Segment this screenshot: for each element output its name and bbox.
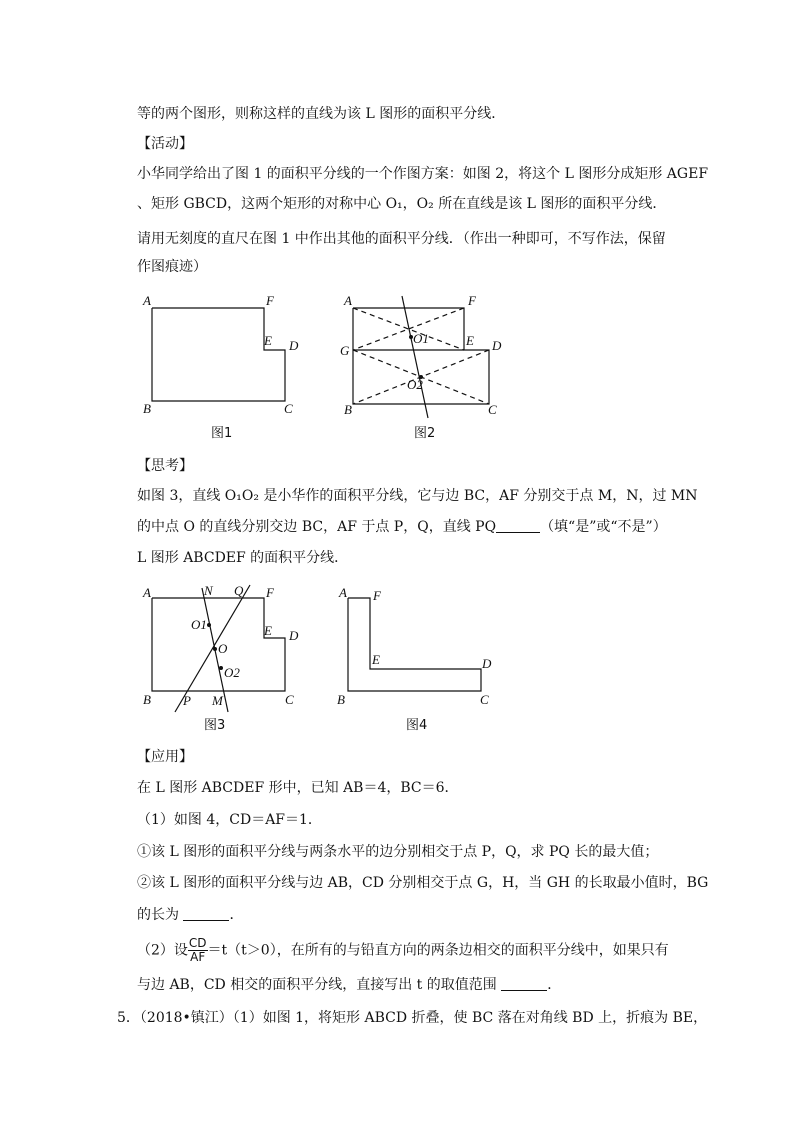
fig4-l-shape	[348, 598, 481, 691]
text-apply-6a: （2）设	[137, 942, 188, 959]
fig2-label-b: B	[344, 402, 352, 417]
fig3-label-o2: O2	[224, 665, 240, 680]
text-line-think-1: 如图 3，直线 O₁O₂ 是小华作的面积平分线，它与边 BC，AF 分别交于点 M，N，过 MN	[137, 488, 698, 504]
fig3-label-n: N	[204, 583, 213, 598]
fig4-label-d: D	[482, 656, 492, 671]
fig3-label-f: F	[266, 585, 274, 600]
fig3-label-m: M	[212, 693, 223, 708]
fig4-label-a: A	[339, 585, 347, 600]
fig4-label-f: F	[373, 588, 381, 603]
fig1-caption: 图1	[211, 426, 233, 441]
fig3-label-d: D	[289, 628, 299, 643]
text-apply-6b: ＝t（t＞0），在所有的与铅直方向的两条边相交的面积平分线中，如果只有	[207, 942, 669, 959]
fig1-label-d: D	[289, 338, 299, 353]
section-heading-apply: 【应用】	[137, 749, 193, 765]
text-line-activity-3: 请用无刻度的直尺在图 1 中作出其他的面积平分线．（作出一种即可，不写作法，保留	[137, 231, 666, 247]
fig2-label-g: G	[340, 343, 350, 358]
fig2-label-o2: O2	[407, 377, 423, 392]
fig2-bisector-line	[402, 296, 428, 418]
fig3-label-q: Q	[234, 583, 244, 598]
fig1-label-e: E	[264, 333, 272, 348]
fig2-label-e: E	[466, 333, 474, 348]
text-line-think-3: L 图形 ABCDEF 的面积平分线．	[137, 550, 349, 566]
fig1-label-f: F	[266, 293, 274, 308]
fig2-label-d: D	[492, 338, 502, 353]
fig1-label-c: C	[284, 401, 293, 416]
text-apply-7a: 与边 AB，CD 相交的面积平分线，直接写出 t 的取值范围	[137, 977, 497, 993]
fig4-label-c: C	[480, 692, 489, 707]
fig2-label-o1: O1	[413, 331, 429, 346]
fig2-caption: 图2	[414, 426, 436, 441]
fraction-denominator: AF	[190, 950, 206, 964]
fig4-label-b: B	[337, 692, 345, 707]
fig4-label-e: E	[372, 652, 380, 667]
fig2-label-c: C	[488, 402, 497, 417]
text-line-activity-1: 小华同学给出了图 1 的面积平分线的一个作图方案：如图 2，将这个 L 图形分成矩形 AGEF	[137, 166, 709, 182]
text-line-apply-4: ②该 L 图形的面积平分线与边 AB，CD 分别相交于点 G，H，当 GH 的长取最小值时，BG	[137, 875, 709, 891]
text-line-apply-2: （1）如图 4，CD＝AF＝1．	[137, 812, 322, 828]
text-line-activity-4: 作图痕迹）	[137, 259, 207, 275]
fig3-label-c: C	[285, 692, 294, 707]
fig2-label-a: A	[344, 293, 352, 308]
text-apply-5b: ．	[229, 907, 244, 923]
fig1-label-b: B	[143, 401, 151, 416]
fig2-label-f: F	[468, 293, 476, 308]
section-heading-think: 【思考】	[137, 458, 193, 474]
text-line-1: 等的两个图形，则称这样的直线为该 L 图形的面积平分线．	[137, 106, 506, 122]
text-apply-5a: 的长为	[137, 907, 179, 923]
fig3-label-e: E	[264, 623, 272, 638]
fig3-point-o	[213, 647, 217, 651]
fig1-label-a: A	[143, 293, 151, 308]
fig3-label-p: P	[183, 693, 191, 708]
fig3-label-b: B	[143, 692, 151, 707]
text-think-2b: （填“是”或“不是”）	[540, 519, 667, 535]
fig3-point-o1	[207, 623, 211, 627]
text-think-2a: 的中点 O 的直线分别交边 BC，AF 于点 P，Q，直线 PQ	[137, 519, 497, 535]
text-line-activity-2: 、矩形 GBCD，这两个矩形的对称中心 O₁，O₂ 所在直线是该 L 图形的面积平分线．	[137, 196, 667, 212]
fraction-numerator: CD	[188, 936, 207, 950]
fig3-label-a: A	[143, 585, 151, 600]
text-line-apply-3: ①该 L 图形的面积平分线与两条水平的边分别相交于点 P，Q，求 PQ 长的最大值；	[137, 844, 659, 860]
text-apply-7b: ．	[547, 977, 562, 993]
fig1-l-shape	[152, 308, 285, 401]
fig3-point-o2	[219, 666, 223, 670]
text-line-apply-1: 在 L 图形 ABCDEF 形中，已知 AB＝4，BC＝6．	[137, 780, 459, 796]
section-heading-activity: 【活动】	[137, 136, 193, 152]
fig3-caption: 图3	[204, 718, 226, 733]
question-5-line: 5．（2018•镇江）（1）如图 1，将矩形 ABCD 折叠，使 BC 落在对角线 BD 上，折痕为 BE，	[117, 1010, 708, 1026]
fig3-label-o1: O1	[191, 617, 207, 632]
fig4-caption: 图4	[406, 718, 428, 733]
fig3-label-o: O	[218, 641, 228, 656]
